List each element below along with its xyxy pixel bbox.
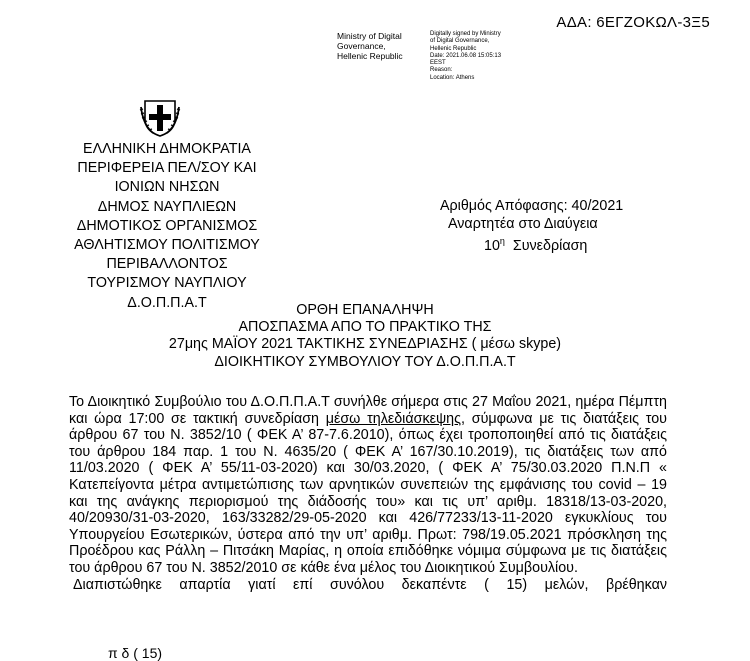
issuer-line: ΔΗΜΟΣ ΝΑΥΠΛΙΕΩΝ (97, 198, 237, 215)
signature-signer: Ministry of Digital Governance, Hellenic Republic (337, 31, 403, 61)
diavgeia-posting-note: Αναρτητέα στο Διαύγεια (448, 215, 598, 232)
heading-line: ΟΡΘΗ ΕΠΑΝΑΛΗΨΗ (296, 302, 434, 318)
issuer-line: ΕΛΛΗΝΙΚΗ ΔΗΜΟΚΡΑΤΙΑ (83, 141, 251, 157)
decision-info (440, 198, 640, 255)
issuer-line: ΑΘΛΗΤΙΣΜΟΥ ΠΟΛΙΤΙΣΜΟΥ (74, 237, 260, 254)
document-body (69, 394, 667, 593)
ada-code: ΑΔΑ: 6ΕΓΖΟΚΩΛ-3Ξ5 (556, 14, 710, 31)
issuer-line: ΔΗΜΟΤΙΚΟΣ ΟΡΓΑΝΙΣΜΟΣ (76, 217, 258, 234)
session-ordinal: 10 (484, 237, 500, 254)
issuer-line: ΠΕΡΙΦΕΡΕΙΑ ΠΕΛ/ΣΟΥ ΚΑΙ (77, 160, 257, 177)
paragraph-meeting (69, 394, 667, 577)
issuer-line: ΠΕΡΙΒΑΛΛΟΝΤΟΣ (106, 256, 228, 273)
paragraph-text: σύμφωνα με τις διατάξεις του άρθρου 67 του Ν. 3852/10 ( ΦΕΚ Α’ 87-7.6.2010), όπως έχει τροποποιηθεί από τις διατάξεις του άρθρου 184 παρ. 1 του Ν. 4635/20 ( ΦΕΚ Α’ 167/30.10.2019), τις διατάξεις των από 11/03.2020 ( ΦΕΚ Α’ 55/11-03-2020) και 30/03.2020, ( ΦΕΚ Α’ 75/30.03.2020 Π.Ν.Π « Κατεπείγοντα μέτρα αντιμετώπισης των αρνητικών συνεπειών της εμφάνισης του covid – 19 και της ανάγκης περιορισμού της διάδοσής του» και τις υπ’ αριθμ. 18318/13-03-2020, 40/20930/31-03-2020, 163/33282/29-05-2020 και 426/77233/13-11-2020 εγκυκλίους του Υπουργείου Εσωτερικών, ύστερα από την υπ’ αριθμ. Πρωτ: 798/19.05.2021 πρόσκληση της Προέδρου κας Ράλλη – Πιτσάκη Μαρίας, η οποία επιδόθηκε νόμιμα σύμφωνα με τις διατάξεις του άρθρου 67 του Ν. 3852/2010 σε κάθε ένα μέλος του Διοικητικού Συμβουλίου. (69, 410, 667, 576)
heading-line: ΑΠΟΣΠΑΣΜΑ ΑΠΟ ΤΟ ΠΡΑΚΤΙΚΟ ΤΗΣ (238, 319, 492, 336)
underlined-phrase: μέσω τηλεδιάσκεψης, (325, 410, 465, 427)
heading-line: ΔΙΟΙΚΗΤΙΚΟΥ ΣΥΜΒΟΥΛΙΟΥ ΤΟΥ Δ.Ο.Π.Π.Α.Τ (214, 353, 516, 370)
issuer-line: Δ.Ο.Π.Π.Α.Τ (127, 294, 207, 311)
signature-details: Digitally signed by Ministry of Digital Governance, Hellenic Republic Date: 2021.06.08 15:05:13 EEST Reason: Location: Athens (430, 31, 502, 81)
document-heading (60, 302, 670, 371)
cut-off-text-line: π δ ( 15) (108, 645, 163, 661)
issuer-block (54, 140, 280, 313)
paragraph-text: Το Διοικητικό Συμβούλιο του Δ.Ο.Π.Π.Α.Τ συνήλθε σήμερα στις 27 Μαΐου 2021, ημέρα Πέμπτη και ώρα 17:00 σε τακτική συνεδρίαση (69, 394, 667, 427)
session-ordinal-suffix: η (499, 236, 505, 246)
paragraph-quorum: Διαπιστώθηκε απαρτία γιατί επί συνόλου δεκαπέντε ( 15) μελών, βρέθηκαν (73, 576, 667, 593)
hellenic-emblem-icon (139, 97, 181, 137)
heading-line: 27μης ΜΑΪΟΥ 2021 ΤΑΚΤΙΚΗΣ ΣΥΝΕΔΡΙΑΣΗΣ ( μέσω skype) (168, 336, 562, 353)
decision-number: Αριθμός Απόφασης: 40/2021 (440, 198, 624, 214)
session-number (440, 233, 640, 255)
session-label: Συνεδρίαση (512, 237, 588, 254)
issuer-line: ΙΟΝΙΩΝ ΝΗΣΩΝ (114, 179, 220, 196)
issuer-line: ΤΟΥΡΙΣΜΟΥ ΝΑΥΠΛΙΟΥ (87, 275, 247, 292)
